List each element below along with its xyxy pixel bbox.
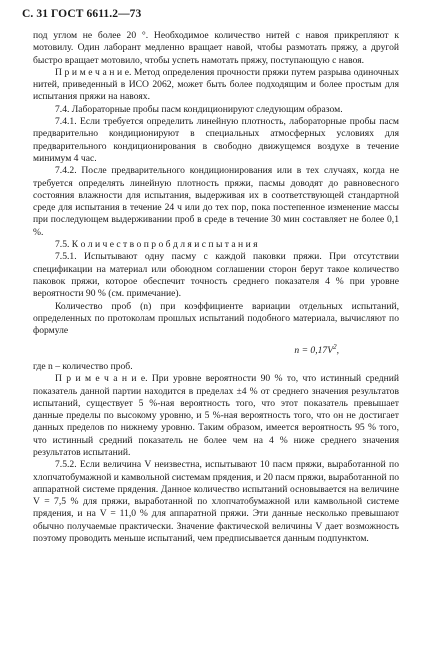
paragraph-continuation: под углом не более 20 °. Необходимое количество нитей с навоя прикрепляют к мотовилу. Один лаборант медленно вращает навой, чтобы размотать пряжу, а другой быстро вращает мотовило, чтобы успеть намотать пряжу, поступающую с навоя. [33,30,399,66]
body-text [33,30,399,545]
formula-lhs: n [294,345,300,357]
note-paragraph: П р и м е ч а н и е. Метод определения прочности пряжи путем разрыва одиночных нитей, приведенный в ИСО 2062, может быть более подходящим и более простым для испытания пряжи на навоях. [33,66,399,103]
clause-7-4-1: 7.4.1. Если требуется определить линейную плотность, лабораторные пробы пасм предварительно кондиционируют в специальных атмосферных условиях для предварительного кондиционирования в свободно движущемся воздухе в течение минимум 4 час. [33,116,399,164]
formula [33,341,399,357]
formula-tail: , [336,345,339,357]
formula-exponent: 2 [333,343,337,352]
formula-where: где n – количество проб. [33,360,133,372]
clause-7-4-2: 7.4.2. После предварительного кондиционирования или в тех случаях, когда не требуется определять линейную плотность пряжи, пасмы доводят до равновесного состояния влажности для испытания, выдерживая их в соответствующей стандартной среде для испытания в течение 24 ч или до тех пор, пока постепенное изменение массы при последующем выдерживании проб в среде в течение 30 мин составляет не более 0,1 %. [33,165,399,238]
section-heading-7-5: 7.5. К о л и ч е с т в о п р о б д л я и с п ы т а н и я [55,239,258,251]
note-paragraph-2: П р и м е ч а н и е. При уровне вероятности 90 % то, что истинный средний показатель данной партии находится в пределах ±4 % от среднего значения результатов испытаний, существует 5 %-ная вероятность того, что этот показатель превышает данные пределы по высокому уровню, и 5 %-ная вероятность того, что он не достигает данных пределов по нижнему уровню. Таким образом, имеется вероятность 95 % того, что истинный средний показатель не более чем на 4 % ниже среднего значения результатов испытаний. [33,373,399,458]
clause-7-5-1: 7.5.1. Испытывают одну пасму с каждой паковки пряжи. При отсутствии спецификации на материал или обоюдном соглашении сторон берут такое количество паковок пряжи, которое обеспечит точность среднего показателя 4 % при уровне вероятности 90 % (см. примечание). [33,251,399,300]
clause-7-5-2: 7.5.2. Если величина V неизвестна, испытывают 10 пасм пряжи, выработанной по хлопчатобумажной и камвольной системам прядения, и 20 пасм пряжи, выработанной по аппаратной системе прядения. Данное количество испытаний основывается на величине V = 7,5 % для пряжи, выработанной по хлопчатобумажной или камвольной системе прядения, и на V = 11,0 % для аппаратной пряжи. Эти данные несколько превышают обычно получаемые практически. Значение фактической величины V дает возможность поэтому проводить меньше испытаний, чем предписывается данным подпунктом. [33,459,399,545]
formula-rhs: = 0,17V [301,345,334,357]
formula-intro: Количество проб (n) при коэффициенте вариации отдельных испытаний, определенных по протоколам прошлых испытаний подобного материала, вычисляют по формуле [33,300,399,337]
clause-7-4: 7.4. Лабораторные пробы пасм кондиционируют следующим образом. [55,103,343,115]
page-header: С. 31 ГОСТ 6611.2—73 [22,8,142,20]
